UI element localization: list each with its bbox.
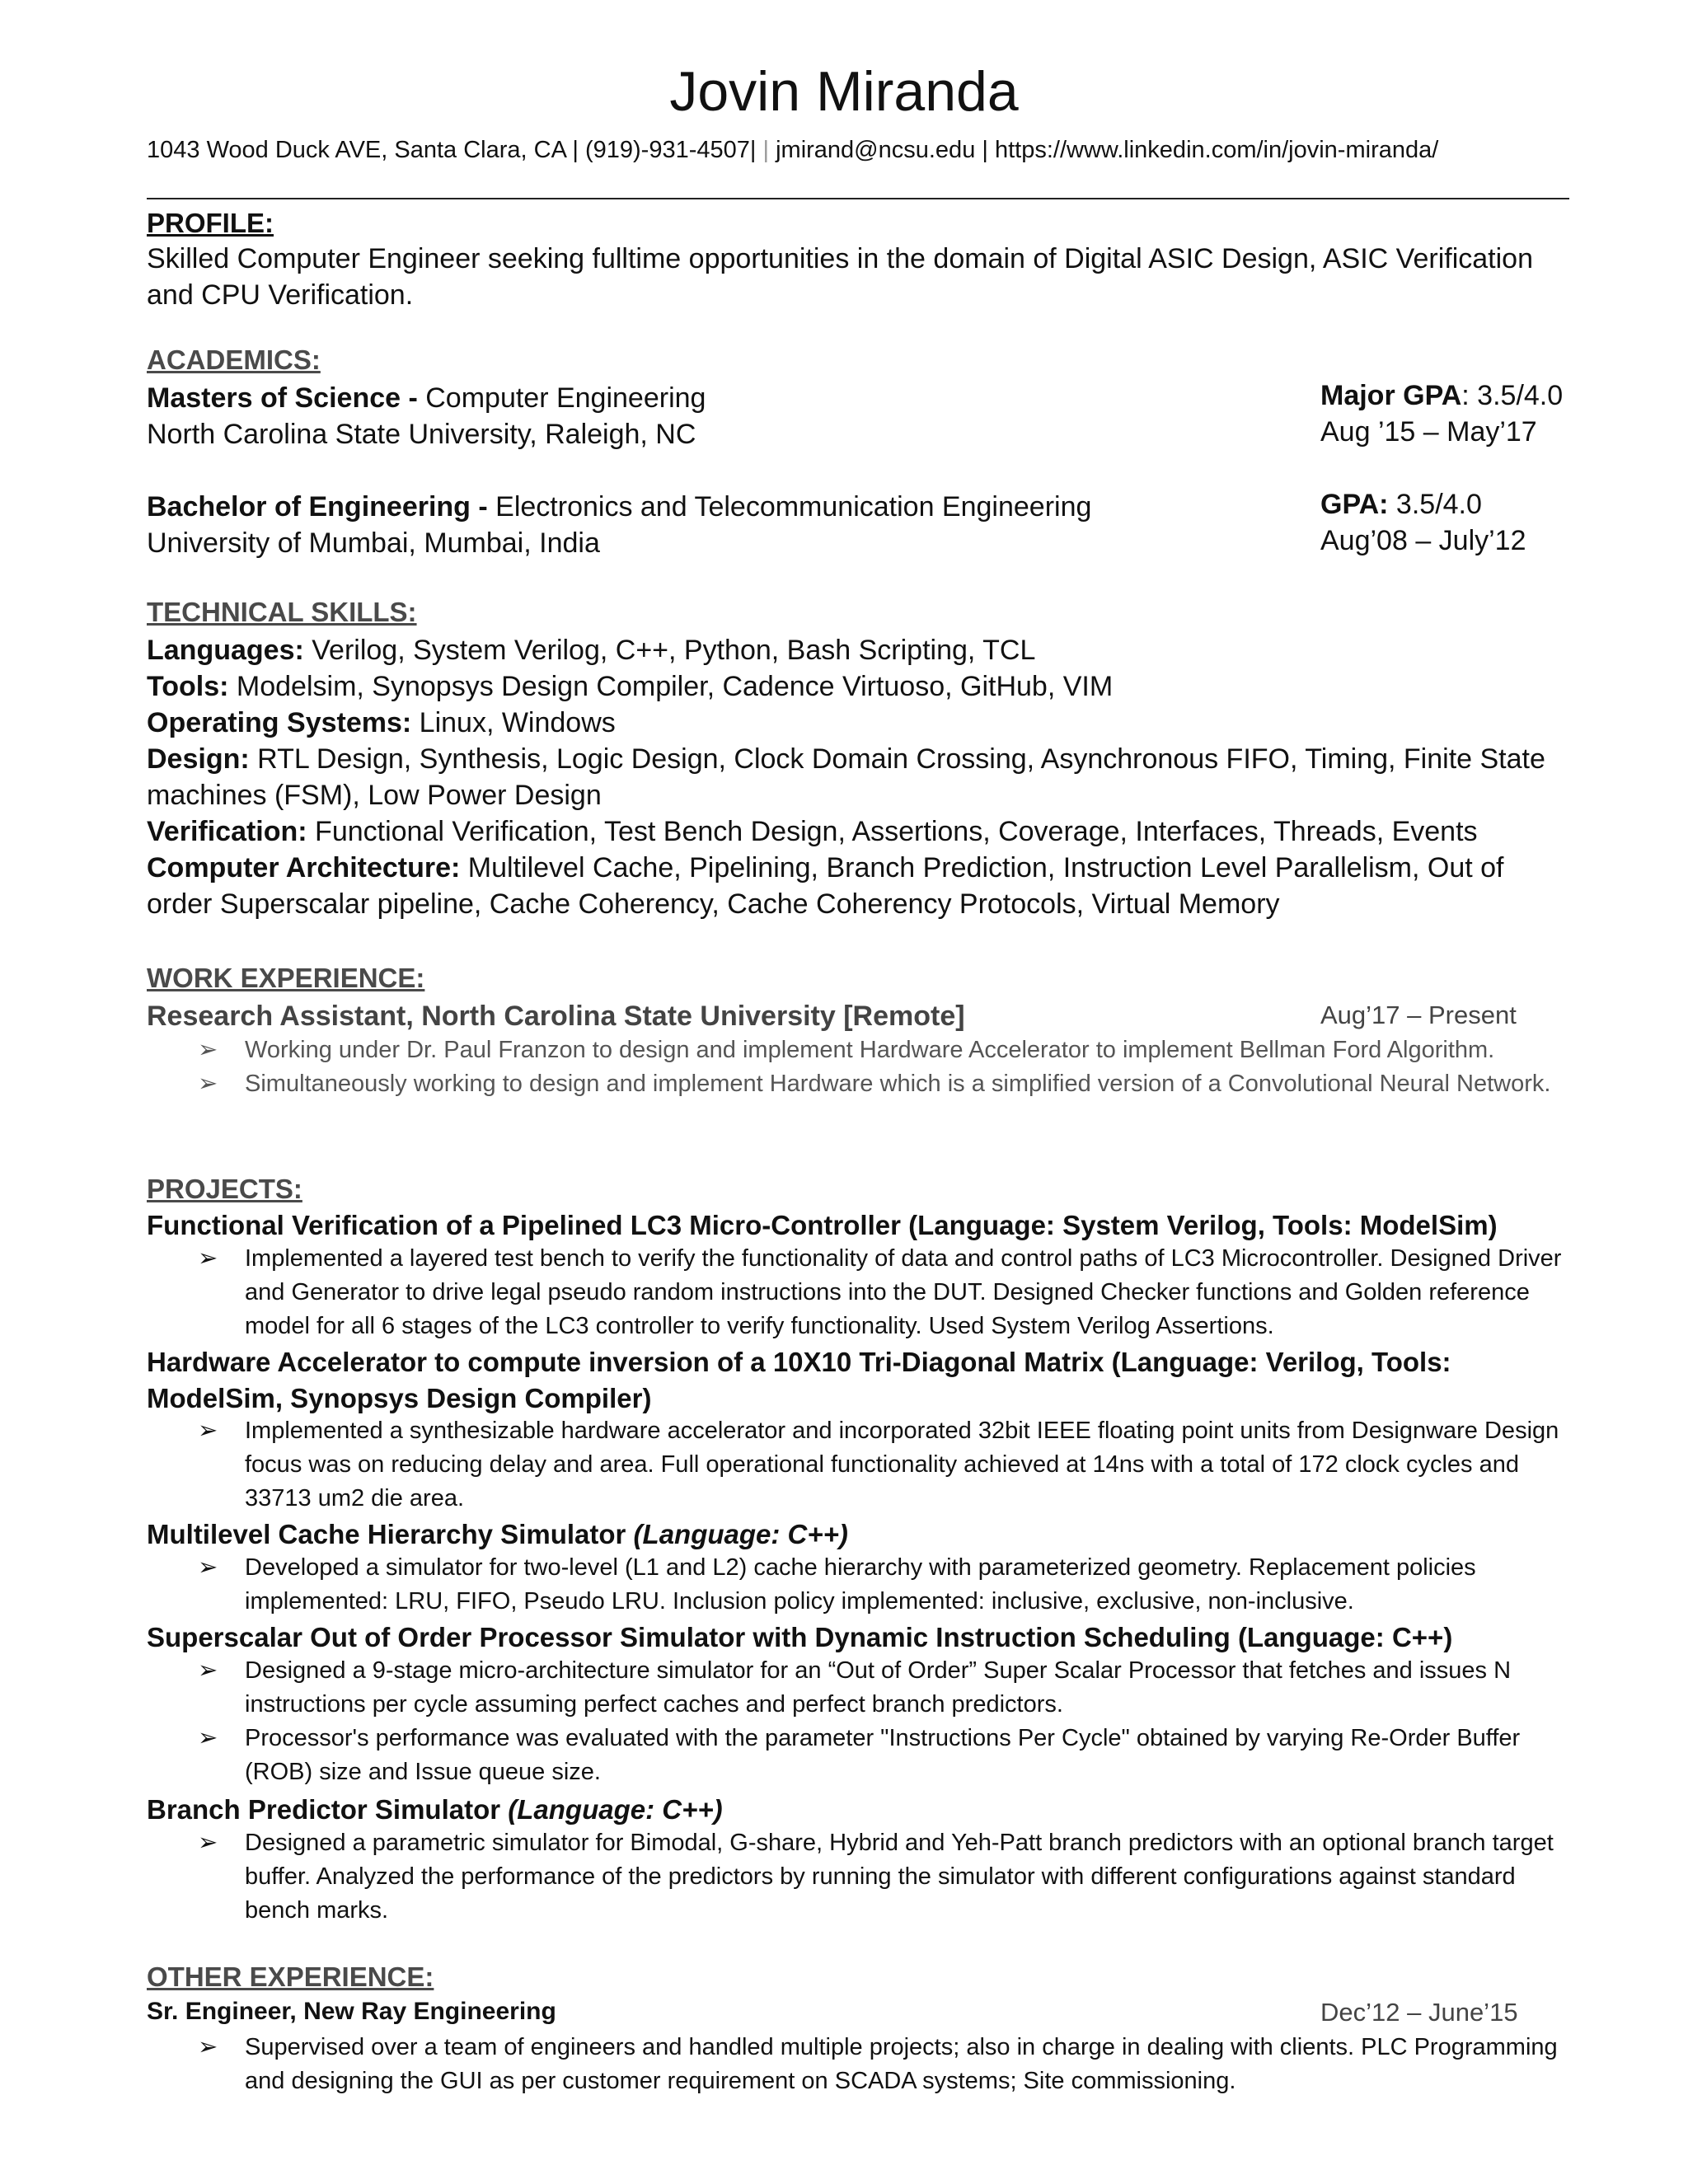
skill-value: Verilog, System Verilog, C++, Python, Bash Scripting, TCL	[303, 635, 1036, 666]
skill-label: Design:	[147, 743, 250, 775]
skill-value: Linux, Windows	[411, 707, 616, 738]
arrow-bullet-icon: ➢	[198, 1725, 218, 1751]
skills-list	[147, 632, 1564, 922]
project-title	[147, 1792, 1569, 1828]
bullet-text: Implemented a synthesizable hardware accelerator and incorporated 32bit IEEE floating point units from Designware Design focus was on reducing delay and area. Full operational functionality achieved at 14ns with a total of 172 clock cycles and 33713 um2 die area.	[245, 1418, 1559, 1511]
other-dates: Dec’12 – June’15	[1320, 1998, 1518, 2027]
skill-label: Languages:	[147, 635, 304, 666]
bullet-text: Supervised over a team of engineers and handled multiple projects; also in charge in dealing with clients. PLC Programming and designing the GUI as per customer requirement on SCADA systems; Site commissioning.	[245, 2034, 1558, 2094]
contact-line	[147, 137, 1548, 164]
other-title: Sr. Engineer, New Ray Engineering	[147, 1998, 556, 2025]
degree-dates: Aug ’15 – May’17	[1320, 416, 1537, 448]
skill-value: Functional Verification, Test Bench Design, Assertions, Coverage, Interfaces, Threads, Events	[307, 816, 1478, 847]
bullet-text: Processor's performance was evaluated with the parameter "Instructions Per Cycle" obtained by varying Re-Order Buffer (ROB) size and Issue queue size.	[245, 1725, 1521, 1785]
arrow-bullet-icon: ➢	[198, 1657, 218, 1684]
skill-value: RTL Design, Synthesis, Logic Design, Clock Domain Crossing, Asynchronous FIFO, Timing, Finite State machines (FSM), Low Power Design	[147, 743, 1545, 811]
email-linkedin: jmirand@ncsu.edu | https://www.linkedin.com/in/jovin-miranda/	[776, 137, 1439, 163]
bullet-text: Developed a simulator for two-level (L1 and L2) cache hierarchy with parameterized geometry. Replacement policies implemented: LRU, FIFO, Pseudo LRU. Inclusion policy implemented: inclusive, exclusive, non-inclusive.	[245, 1554, 1476, 1615]
bullet-text: Designed a 9-stage micro-architecture simulator for an “Out of Order” Super Scalar Processor that fetches and issues N instructions per cycle assuming perfect caches and perfect branch predictors.	[245, 1657, 1512, 1718]
header-divider	[147, 198, 1569, 199]
skill-row	[147, 668, 1564, 705]
skill-row	[147, 632, 1564, 668]
skill-label: Tools:	[147, 671, 229, 702]
arrow-bullet-icon: ➢	[198, 2034, 218, 2060]
school-name: North Carolina State University, Raleigh, NC	[147, 419, 696, 450]
arrow-bullet-icon: ➢	[198, 1071, 218, 1097]
profile-text: Skilled Computer Engineer seeking fulltime opportunities in the domain of Digital ASIC Design, ASIC Verification and CPU Verification.	[147, 243, 1533, 311]
bullet-text: Working under Dr. Paul Franzon to design and implement Hardware Accelerator to implement Bellman Ford Algorithm.	[245, 1037, 1495, 1063]
arrow-bullet-icon: ➢	[198, 1418, 218, 1444]
skills-heading: TECHNICAL SKILLS:	[147, 597, 417, 627]
project-language: (Language: C++)	[508, 1794, 723, 1825]
degree-field: Computer Engineering	[417, 382, 706, 414]
project-title: Hardware Accelerator to compute inversion of a 10X10 Tri-Diagonal Matrix (Language: Verilog, Tools: ModelSim, Synopsys Design Compiler)	[147, 1347, 1451, 1413]
skill-row	[147, 850, 1564, 922]
separator: |	[762, 137, 770, 163]
arrow-bullet-icon: ➢	[198, 1554, 218, 1581]
profile-heading: PROFILE:	[147, 208, 274, 238]
other-heading: OTHER EXPERIENCE:	[147, 1961, 434, 1992]
academics-heading: ACADEMICS:	[147, 344, 321, 375]
arrow-bullet-icon: ➢	[198, 1037, 218, 1063]
skill-value: Modelsim, Synopsys Design Compiler, Cadence Virtuoso, GitHub, VIM	[228, 671, 1114, 702]
skill-label: Verification:	[147, 816, 307, 847]
gpa-value: 3.5/4.0	[1388, 489, 1482, 520]
work-title: Research Assistant, North Carolina State University [Remote]	[147, 1001, 965, 1032]
gpa-label: Major GPA	[1320, 380, 1462, 411]
project-title-text: Branch Predictor Simulator	[147, 1794, 509, 1825]
bullet-text: Simultaneously working to design and implement Hardware which is a simplified version of a Convolutional Neural Network.	[245, 1071, 1551, 1097]
skill-row	[147, 813, 1564, 850]
address-phone: 1043 Wood Duck AVE, Santa Clara, CA | (919)-931-4507|	[147, 137, 757, 163]
skill-row	[147, 741, 1564, 813]
project-title	[147, 1516, 1569, 1553]
candidate-name: Jovin Miranda	[669, 60, 1019, 123]
gpa-label: GPA:	[1320, 489, 1389, 520]
work-dates: Aug’17 – Present	[1320, 1001, 1517, 1029]
project-title: Superscalar Out of Order Processor Simulator with Dynamic Instruction Scheduling (Language: C++)	[147, 1622, 1453, 1652]
arrow-bullet-icon: ➢	[198, 1830, 218, 1856]
arrow-bullet-icon: ➢	[198, 1245, 218, 1272]
degree-field: Electronics and Telecommunication Engineering	[487, 491, 1092, 523]
work-heading: WORK EXPERIENCE:	[147, 963, 425, 993]
bullet-text: Designed a parametric simulator for Bimodal, G-share, Hybrid and Yeh-Patt branch predictors with an optional branch target buffer. Analyzed the performance of the predictors by running the simulator with different configurations against standard bench marks.	[245, 1830, 1554, 1924]
degree-dates: Aug’08 – July’12	[1320, 525, 1526, 556]
skill-label: Computer Architecture:	[147, 852, 461, 883]
project-title: Functional Verification of a Pipelined LC3 Micro-Controller (Language: System Verilog, Tools: ModelSim)	[147, 1210, 1498, 1240]
skill-label: Operating Systems:	[147, 707, 412, 738]
gpa-line	[1320, 380, 1563, 412]
school-name: University of Mumbai, Mumbai, India	[147, 527, 600, 559]
gpa-value: : 3.5/4.0	[1461, 380, 1564, 411]
degree-title: Masters of Science -	[147, 382, 418, 414]
gpa-line	[1320, 489, 1482, 521]
skill-row	[147, 705, 1564, 741]
projects-heading: PROJECTS:	[147, 1174, 302, 1204]
project-language: (Language: C++)	[633, 1519, 848, 1549]
skill-value: Multilevel Cache, Pipelining, Branch Prediction, Instruction Level Parallelism, Out of order Superscalar pipeline, Cache Coherency, Cache Coherency Protocols, Virtual Memory	[147, 852, 1504, 920]
project-title-text: Multilevel Cache Hierarchy Simulator	[147, 1519, 634, 1549]
degree-title: Bachelor of Engineering -	[147, 491, 488, 523]
bullet-text: Implemented a layered test bench to verify the functionality of data and control paths of LC3 Microcontroller. Designed Driver and Generator to drive legal pseudo random instructions into the DUT. Designed Checker functions and Golden reference model for all 6 stages of the LC3 controller to verify functionality. Used System Verilog Assertions.	[245, 1245, 1562, 1339]
